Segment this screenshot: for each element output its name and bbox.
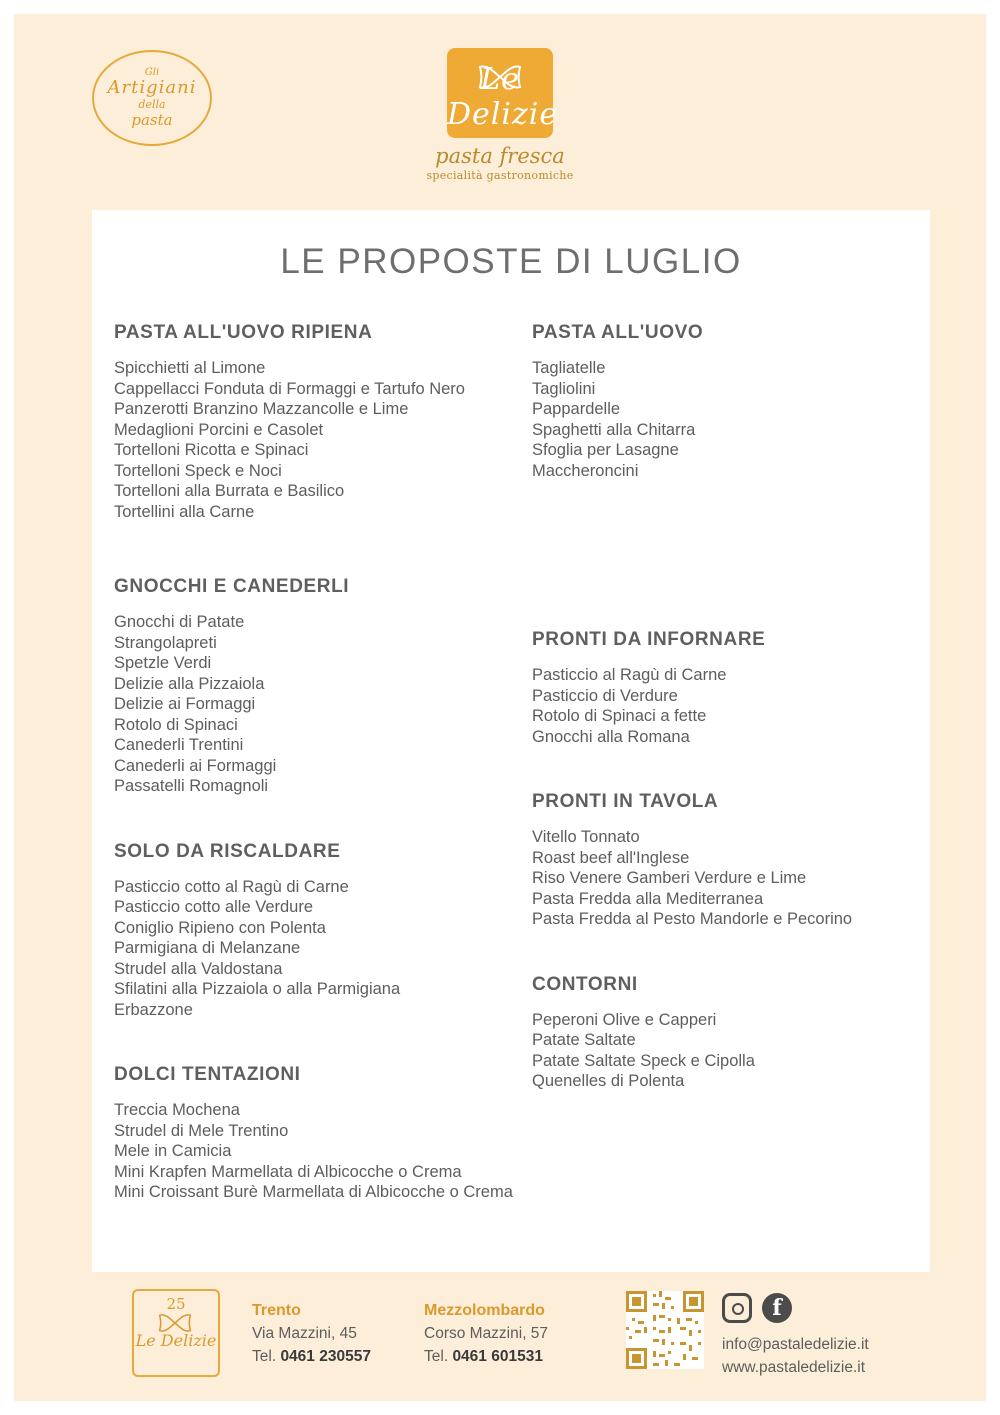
menu-item: Gnocchi alla Romana [532,727,690,746]
menu-column-left [114,322,534,1229]
menu-item: Erbazzone [114,1000,193,1019]
menu-item: Coniglio Ripieno con Polenta [114,918,326,937]
menu-columns [92,322,930,1272]
bowtie-pasta-icon [158,1313,192,1333]
menu-item: Pasta Fredda al Pesto Mandorle e Pecorino [532,910,853,928]
page-header [14,14,986,194]
phone-number: 0461 601531 [452,1348,543,1365]
email-text[interactable]: info@pastaledelizie.it [722,1336,869,1353]
section-title: PASTA ALL'UOVO [532,322,704,343]
spacer [532,507,922,629]
section-pronti-in-tavola [532,791,922,930]
menu-item: Gnocchi di Patate [114,613,245,631]
store-address: Via Mazzini, 45 [252,1325,357,1342]
page-footer [14,1271,986,1401]
menu-item: Spetzle Verdi [114,654,212,672]
menu-item: Roast beef all'Inglese [532,848,690,867]
spacer [114,1046,534,1064]
brand-name: Le Delizie [447,62,559,132]
menu-item: Delizie ai Formaggi [114,695,256,713]
section-gnocchi-e-canederli [114,576,534,797]
menu-item: Strudel di Mele Trentino [114,1121,289,1140]
logo-line-3: della [138,98,166,112]
menu-item: Treccia Mochena [114,1101,240,1119]
store-city: Trento [252,1302,301,1319]
contact-info [722,1333,869,1379]
logo-line-2: Artigiani [107,77,197,99]
menu-item: Rotolo di Spinaci [114,715,238,734]
menu-item: Riso Venere Gamberi Verdure e Lime [532,869,807,887]
website-text[interactable]: www.pastaledelizie.it [722,1359,866,1376]
menu-column-right [532,322,922,1118]
footer-anniversary-logo [132,1289,220,1377]
menu-item: Mele in Camicia [114,1142,232,1160]
phone-label: Tel. [424,1348,449,1365]
spacer [532,956,922,974]
social-icons [722,1293,792,1323]
menu-item: Canederli Trentini [114,736,244,754]
brand-tagline: pasta fresca [435,144,565,168]
menu-item: Tagliolini [532,379,596,398]
section-title: DOLCI TENTAZIONI [114,1064,301,1085]
store-trento [252,1299,371,1368]
facebook-icon[interactable]: f [762,1293,792,1323]
section-title: PRONTI IN TAVOLA [532,791,719,812]
menu-item: Tortelloni alla Burrata e Basilico [114,482,345,500]
section-solo-da-riscaldare [114,841,534,1021]
store-city: Mezzolombardo [424,1302,545,1319]
menu-item: Rotolo di Spinaci a fette [532,707,707,725]
brand-mark [447,48,559,138]
section-title: SOLO DA RISCALDARE [114,840,341,862]
spacer [114,548,534,576]
menu-item: Pasticcio cotto al Ragù di Carne [114,877,349,896]
spacer [532,773,922,791]
menu-item: Canederli ai Formaggi [114,756,277,775]
instagram-icon[interactable] [722,1293,752,1323]
section-title: PASTA ALL'UOVO RIPIENA [114,322,373,343]
menu-item: Passatelli Romagnoli [114,777,269,795]
spacer [114,823,534,841]
menu-item: Medaglioni Porcini e Casolet [114,420,324,439]
menu-card [92,210,930,1272]
menu-item: Sfilatini alla Pizzaiola o alla Parmigiana [114,980,401,998]
menu-item: Sfoglia per Lasagne [532,441,679,459]
menu-item: Tortellini alla Carne [114,502,255,521]
section-pronti-da-infornare [532,629,922,747]
section-title: CONTORNI [532,973,638,995]
footer-logo-name: Le Delizie [135,1331,217,1350]
menu-item: Tortelloni Speck e Noci [114,461,282,480]
menu-item: Pasticcio di Verdure [532,686,678,705]
menu-item: Quenelles di Polenta [532,1072,685,1090]
section-pasta-alluovo-ripiena [114,322,534,522]
brand-subtagline: specialità gastronomiche [426,169,574,182]
menu-item: Patate Saltate [532,1031,636,1049]
menu-item: Cappellacci Fonduta di Formaggi e Tartufo Nero [114,379,465,398]
phone-number: 0461 230557 [280,1348,371,1365]
qr-code-icon[interactable] [626,1291,704,1369]
menu-item: Tagliatelle [532,359,606,377]
store-address: Corso Mazzini, 57 [424,1325,549,1342]
menu-item: Pappardelle [532,400,621,418]
store-phone [424,1345,548,1368]
logo-line-1: Gli [144,66,160,78]
section-contorni [532,974,922,1092]
menu-item: Pasticcio cotto alle Verdure [114,898,314,916]
menu-item: Pasticcio al Ragù di Carne [532,666,727,684]
menu-item: Mini Krapfen Marmellata di Albicocche o Crema [114,1162,462,1181]
menu-item: Panzerotti Branzino Mazzancolle e Lime [114,400,409,418]
store-mezzolombardo [424,1299,548,1368]
menu-item: Patate Saltate Speck e Cipolla [532,1051,755,1070]
section-dolci-tentazioni [114,1064,534,1203]
menu-item: Delizie alla Pizzaiola [114,674,265,693]
section-title: GNOCCHI E CANEDERLI [114,576,350,597]
section-pasta-alluovo [532,322,922,481]
menu-item: Spicchietti al Limone [114,359,266,377]
store-phone [252,1345,371,1368]
menu-item: Vitello Tonnato [532,828,640,846]
menu-item: Spaghetti alla Chitarra [532,420,696,439]
artigiani-della-pasta-logo [92,50,212,146]
phone-label: Tel. [252,1348,277,1365]
menu-item: Mini Croissant Burè Marmellata di Albicocche o Crema [114,1183,513,1201]
menu-item: Parmigiana di Melanzane [114,939,301,957]
menu-item: Strangolapreti [114,633,217,652]
anniversary-number: 25 [166,1295,186,1313]
logo-line-4: pasta [131,110,173,129]
le-delizie-brand [385,48,615,182]
menu-item: Pasta Fredda alla Mediterranea [532,889,764,908]
menu-item: Maccheroncini [532,461,639,480]
page-title: LE PROPOSTE DI LUGLIO [280,242,742,281]
menu-item: Peperoni Olive e Capperi [532,1010,717,1029]
section-title: PRONTI DA INFORNARE [532,629,766,650]
menu-item: Tortelloni Ricotta e Spinaci [114,441,309,459]
menu-item: Strudel alla Valdostana [114,959,283,978]
